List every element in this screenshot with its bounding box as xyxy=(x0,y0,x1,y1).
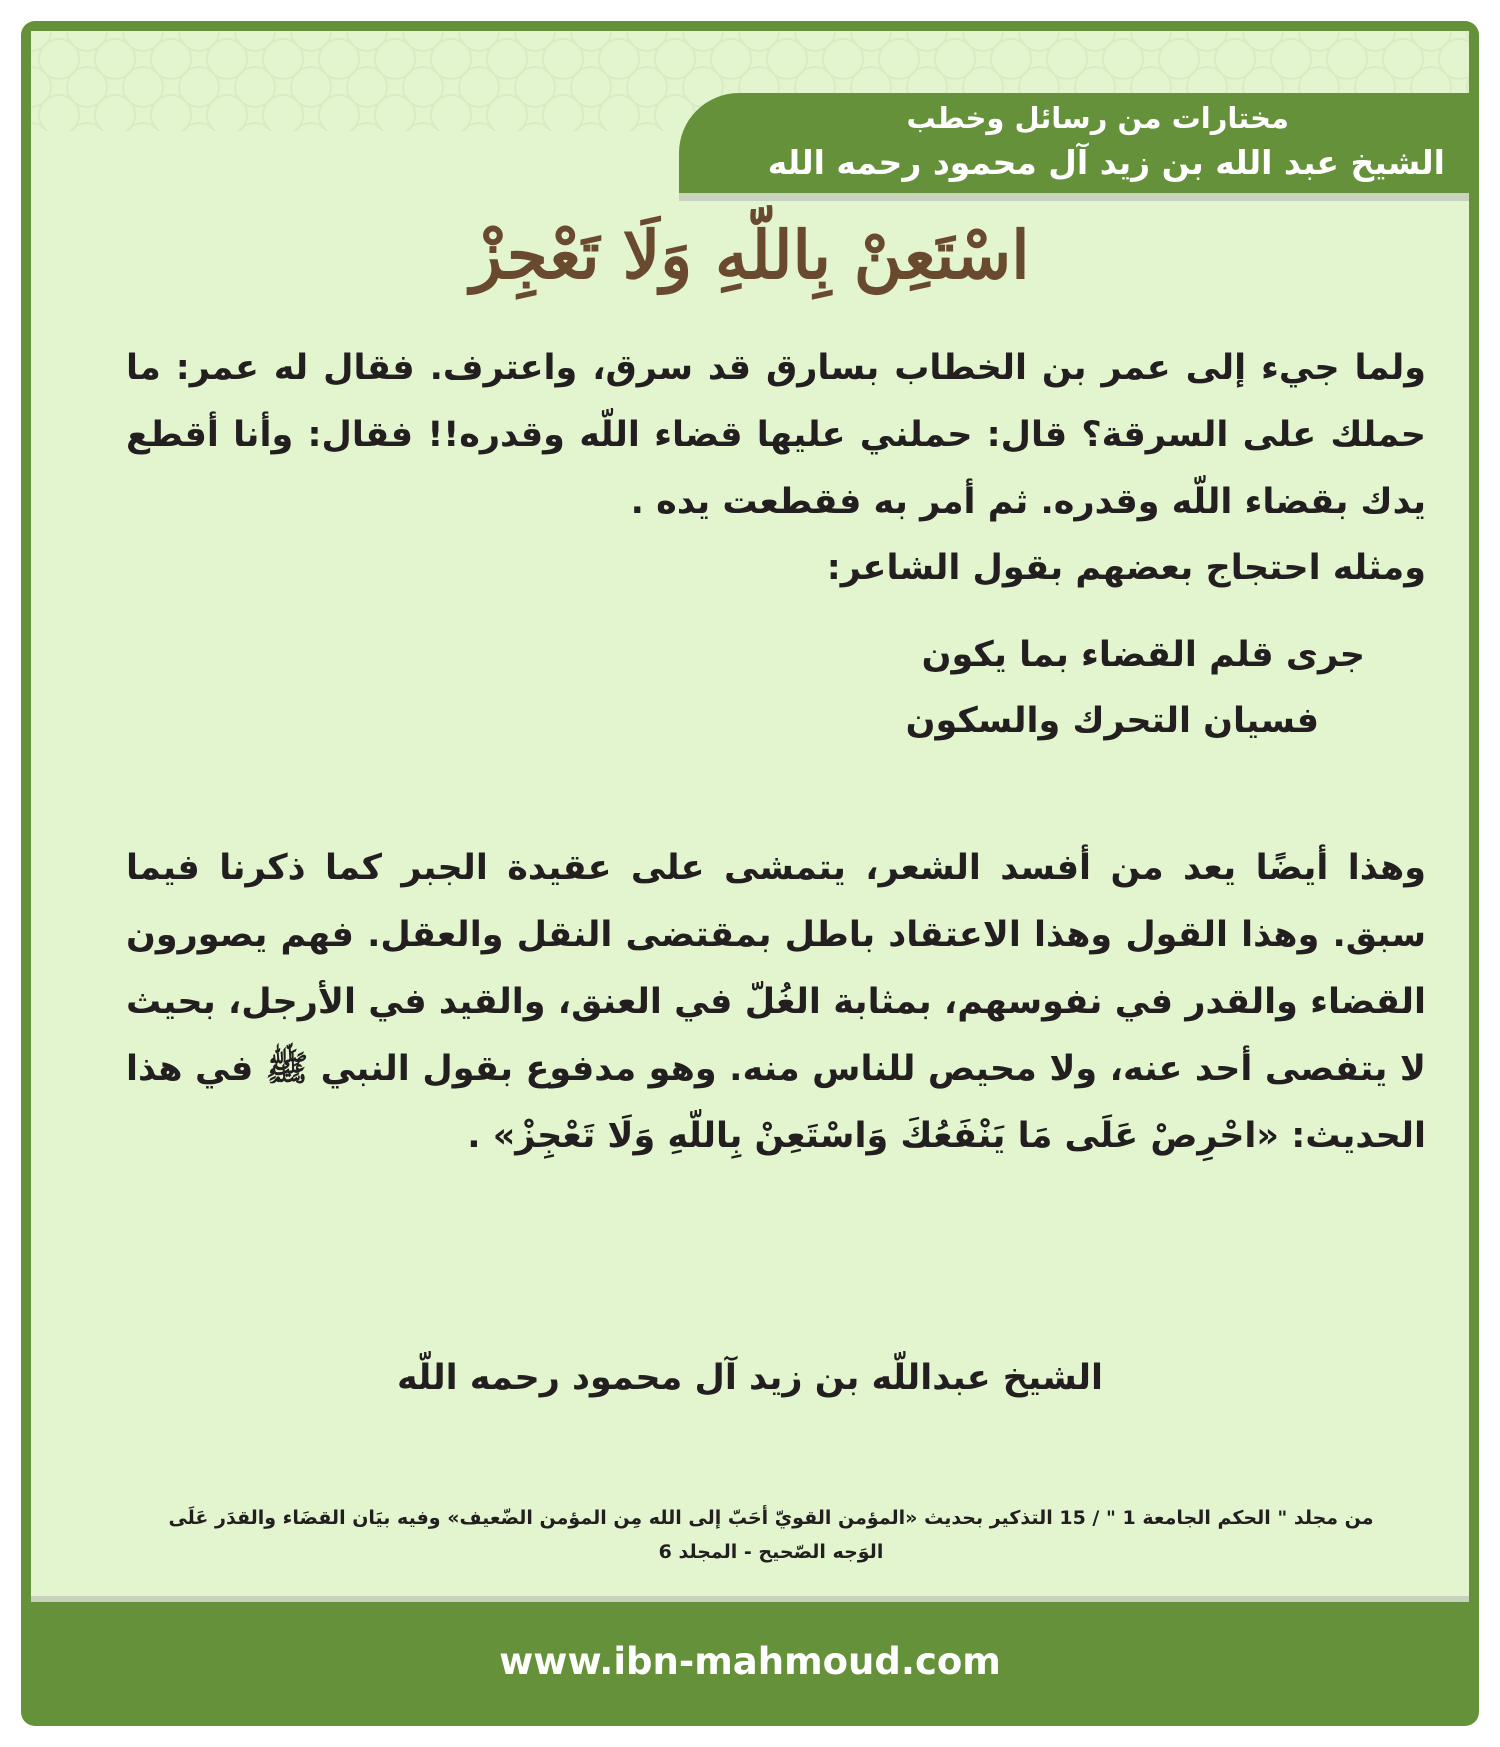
paragraph-3: وهذا أيضًا يعد من أفسد الشعر، يتمشى على عقيدة الجبر كما ذكرنا فيما سبق. وهذا القول وهذا الاعتقاد باطل بمقتضى النقل والعقل. فهم يصورون القضاء والقدر في نفوسهم، بمثابة الغُلّ في العنق، والقيد في الأرجل، بحيث لا يتفصى أحد عنه، ولا محيص للناس منه. وهو مدفوع بقول النبي ﷺ في هذا الحديث: «احْرِصْ عَلَى مَا يَنْفَعُكَ وَاسْتَعِنْ بِاللّهِ وَلَا تَعْجِزْ» . xyxy=(126,848,1426,1156)
header-subtitle: مختارات من رسائل وخطب xyxy=(906,101,1289,135)
paragraph-2: ومثله احتجاج بعضهم بقول الشاعر: xyxy=(826,548,1426,588)
signature: الشيخ عبداللّه بن زيد آل محمود رحمه اللّه xyxy=(396,1358,1104,1398)
poem-verse-1: جرى قلم القضاء بما يكون xyxy=(921,635,1365,675)
page-title: اسْتَعِنْ بِاللّهِ وَلَا تَعْجِزْ xyxy=(470,216,1030,294)
content-panel xyxy=(31,31,1469,1602)
footer-divider xyxy=(31,1596,1469,1602)
poem-verse-2: فسيان التحرك والسكون xyxy=(905,701,1319,741)
paragraph-1: ولما جيء إلى عمر بن الخطاب بسارق قد سرق، واعترف. فقال له عمر: ما حملك على السرقة؟ قال: حملني عليها قضاء اللّه وقدره!! فقال: وأنا أقطع يدك بقضاء اللّه وقدره. ثم أمر به فقطعت يده . xyxy=(126,348,1426,522)
header-author: الشيخ عبد الله بن زيد آل محمود رحمه الله xyxy=(767,143,1445,182)
source-citation: من مجلد " الحكم الجامعة 1 " / 15 التذكير بحديث «المؤمن القويّ أحَبّ إلى الله مِن المؤمن الضّعيف» وفيه بيَان القضَاء والقدَر عَلَى الوَجه الصّحيح - المجلد 6 xyxy=(168,1507,1374,1563)
website-link[interactable]: www.ibn-mahmoud.com xyxy=(499,1640,1001,1683)
header-banner xyxy=(679,93,1469,193)
